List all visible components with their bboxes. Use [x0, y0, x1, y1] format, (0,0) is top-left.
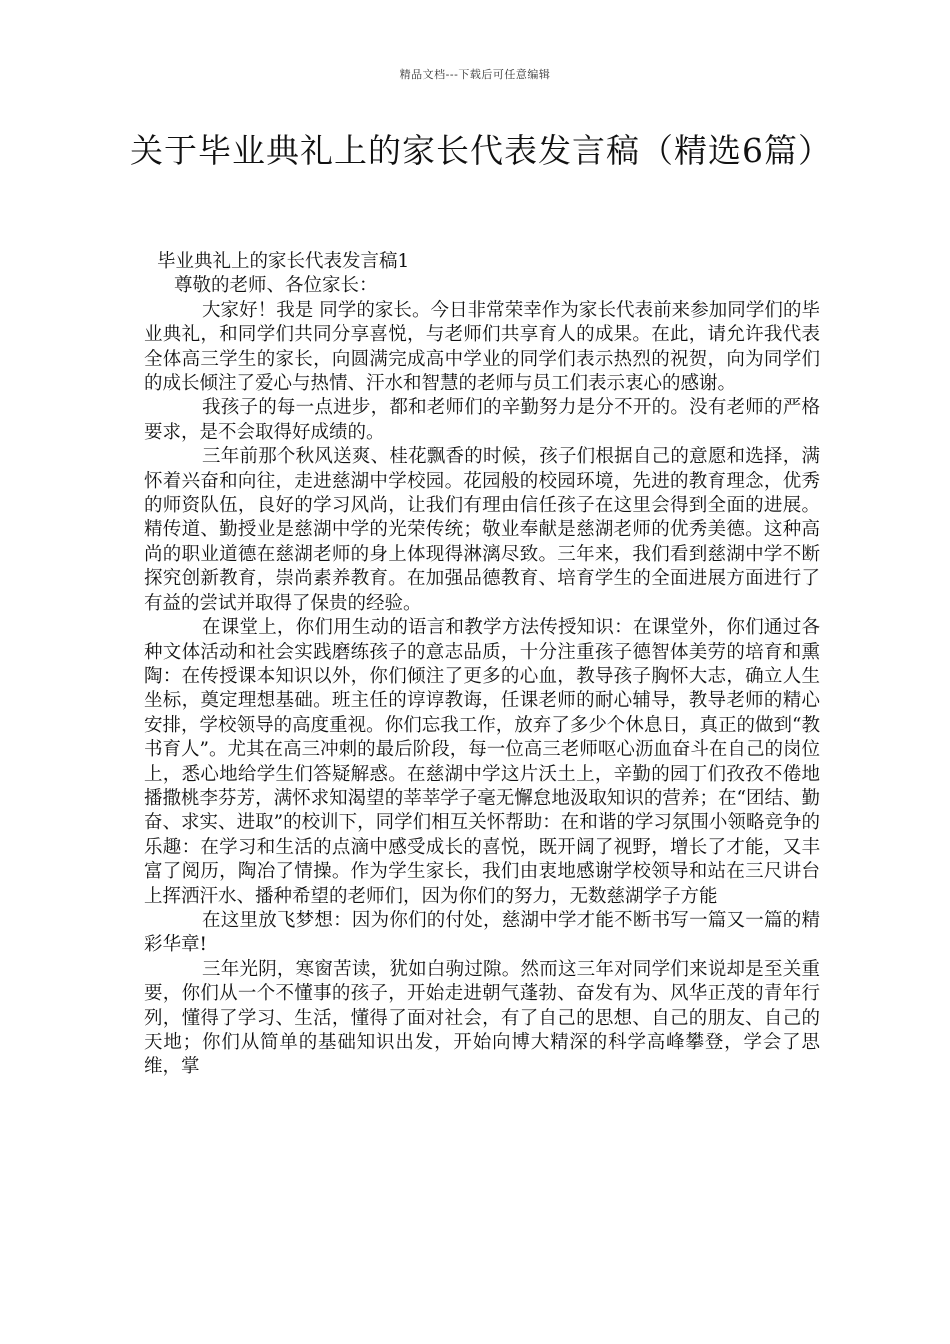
paragraph: 三年前那个秋风送爽、桂花飘香的时候，孩子们根据自己的意愿和选择，满怀着兴奋和向往，走进慈湖中学校园。花园般的校园环境，先进的教育理念，优秀的师资队伍，良好的学习风尚，让我们有理由信任孩子在这里会得到全面的进展。精传道、勤授业是慈湖中学的光荣传统；敬业奉献是慈湖老师的优秀美德。这种高尚的职业道德在慈湖老师的身上体现得淋漓尽致。三年来，我们看到慈湖中学不断探究创新教育，崇尚素养教育。在加强品德教育、培育学生的全面进展方面进行了有益的尝试并取得了保贵的经验。	[144, 446, 820, 614]
paragraph: 三年光阴，寒窗苦读，犹如白驹过隙。然而这三年对同学们来说却是至关重要，你们从一个不懂事的孩子，开始走进朝气蓬勃、奋发有为、风华正茂的青年行列，懂得了学习、生活，懂得了面对社会，有了自己的思想、自己的朋友、自己的天地；你们从简单的基础知识出发，开始向博大精深的科学高峰攀登，学会了思维，掌	[144, 958, 820, 1078]
document-body	[144, 250, 820, 1080]
paragraph: 我孩子的每一点进步，都和老师们的辛勤努力是分不开的。没有老师的严格要求，是不会取得好成绩的。	[144, 397, 820, 443]
header-note: 精品文档---下载后可任意编辑	[399, 68, 551, 81]
section-heading: 毕业典礼上的家长代表发言稿1	[157, 251, 410, 272]
paragraph: 在课堂上，你们用生动的语言和教学方法传授知识：在课堂外，你们通过各种文体活动和社会实践磨练孩子的意志品质，十分注重孩子德智体美劳的培育和熏陶：在传授课本知识以外，你们倾注了更多的心血，教导孩子胸怀大志，确立人生坐标，奠定理想基础。班主任的谆谆教诲，任课老师的耐心辅导，教导老师的精心安排，学校领导的高度重视。你们忘我工作，放弃了多少个休息日，真正的做到“教书育人”。尤其在高三冲刺的最后阶段，每一位高三老师呕心沥血奋斗在自己的岗位上，悉心地给学生们答疑解惑。在慈湖中学这片沃土上，辛勤的园丁们孜孜不倦地播撒桃李芬芳，满怀求知渴望的莘莘学子毫无懈怠地汲取知识的营养；在“团结、勤奋、求实、进取”的校训下，同学们相互关怀帮助：在和谐的学习氛围小领略竞争的乐趣：在学习和生活的点滴中感受成长的喜悦，既开阔了视野，增长了才能，又丰富了阅历，陶冶了情操。作为学生家长，我们由衷地感谢学校领导和站在三尺讲台上挥洒汗水、播种希望的老师们，因为你们的努力，无数慈湖学子方能	[144, 617, 820, 907]
salutation: 尊敬的老师、各位家长：	[174, 275, 378, 297]
paragraph: 大家好！我是 同学的家长。今日非常荣幸作为家长代表前来参加同学们的毕业典礼，和同学们共同分享喜悦，与老师们共享育人的成果。在此，请允许我代表全体高三学生的家长，向圆满完成高中学业的同学们表示热烈的祝贺，向为同学们的成长倾注了爱心与热情、汗水和智慧的老师与员工们表示衷心的感谢。	[144, 299, 820, 395]
paragraph: 在这里放飞梦想：因为你们的付处，慈湖中学才能不断书写一篇又一篇的精彩华章!	[144, 909, 820, 956]
page-title: 关于毕业典礼上的家长代表发言稿（精选6篇）	[130, 131, 832, 170]
